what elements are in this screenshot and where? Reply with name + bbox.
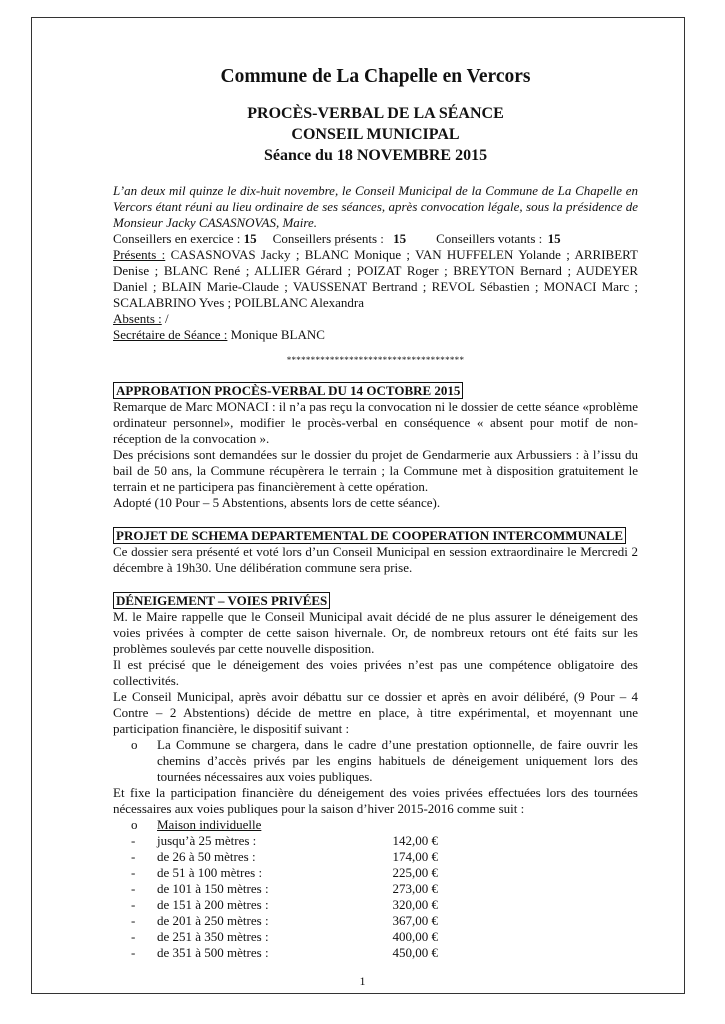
presents-count-label: Conseillers présents : (272, 231, 388, 246)
pv-heading: PROCÈS-VERBAL DE LA SÉANCE (247, 105, 504, 122)
section-paragraph: Ce dossier sera présenté et voté lors d’un Conseil Municipal en session extraordinaire le Mercredi 2 décembre à 19h30. Une délibération commune sera prise. (113, 544, 638, 575)
tarif-amount: 174,00 € (392, 849, 438, 864)
section-paragraph: Il est précisé que le déneigement des voies privées n’est pas une compétence obligatoire des collectivités. (113, 657, 638, 688)
tarif-dash: - (131, 929, 136, 944)
tarif-amount: 400,00 € (392, 929, 438, 944)
votants-label: Conseillers votants : (436, 231, 546, 246)
session-date-heading: Séance du 18 NOVEMBRE 2015 (263, 147, 488, 164)
tarif-dash: - (131, 833, 136, 848)
absents-line (113, 311, 638, 327)
tarif-label: de 51 à 100 mètres : (157, 865, 263, 880)
absents-value: / (161, 311, 169, 326)
tarif-amount: 225,00 € (392, 865, 438, 880)
section-paragraph: Le Conseil Municipal, après avoir débattu sur ce dossier et après en avoir délibéré, (9 Pour – 4 Contre – 2 Abstentions) décide de mettre en place, à titre expérimental, et moyennant une participation financière, le dispositif suivant : (113, 689, 638, 736)
intro-paragraph: L’an deux mil quinze le dix-huit novembre, le Conseil Municipal de la Commune de La Chapelle en Vercors étant réuni au lieu ordinaire de ses séances, après convocation légale, sous la présidence de Monsieur Jacky CASASNOVAS, Maire. (113, 183, 638, 230)
section-heading-approbation: APPROBATION PROCÈS-VERBAL DU 14 OCTOBRE 2015 (113, 382, 463, 399)
tarif-label: de 26 à 50 mètres : (157, 849, 256, 864)
tarif-dash: - (131, 849, 136, 864)
bullet-text: La Commune se chargera, dans le cadre d’une prestation optionnelle, de faire ouvrir les chemins d’accès privés par les engins habituels de déneigement uniquement lors des tournées nécessaires aux voies publiques. (157, 737, 638, 784)
separator: ************************************* (286, 355, 465, 365)
section-paragraph: M. le Maire rappelle que le Conseil Municipal avait décidé de ne plus assurer le déneigement des voies privées à compter de cette saison hivernale. Or, de nombreux retours ont été faits sur les problèmes soulevés par cette nouvelle disposition. (113, 609, 638, 656)
tarif-row (131, 945, 638, 961)
tarif-list (113, 833, 638, 961)
tarif-label: jusqu’à 25 mètres : (157, 833, 257, 848)
tarif-dash: - (131, 945, 136, 960)
tarif-row (131, 833, 638, 849)
exercice-label: Conseillers en exercice : (113, 231, 244, 246)
council-counts (113, 231, 638, 247)
category-label: Maison individuelle (157, 817, 262, 832)
tarif-row (131, 929, 638, 945)
tarif-amount: 320,00 € (392, 897, 438, 912)
document-body (113, 65, 638, 961)
tarif-amount: 450,00 € (392, 945, 438, 960)
tarif-row (131, 897, 638, 913)
votants-value: 15 (547, 231, 561, 246)
section-heading-schema: PROJET DE SCHEMA DEPARTEMENTAL DE COOPERATION INTERCOMMUNALE (113, 527, 626, 544)
tarif-amount: 273,00 € (392, 881, 438, 896)
secretaire-name: Monique BLANC (227, 327, 325, 342)
absents-label: Absents : (113, 311, 162, 326)
tarif-row (131, 881, 638, 897)
presents-label: Présents : (113, 247, 166, 262)
tarif-label: de 251 à 350 mètres : (157, 929, 269, 944)
presents-count-value: 15 (393, 231, 407, 246)
category-item (131, 817, 638, 833)
tarif-dash: - (131, 913, 136, 928)
tarif-label: de 101 à 150 mètres : (157, 881, 269, 896)
tarif-label: de 351 à 500 mètres : (157, 945, 269, 960)
tarif-amount: 367,00 € (392, 913, 438, 928)
exercice-value: 15 (243, 231, 257, 246)
secretaire-label: Secrétaire de Séance : (113, 327, 228, 342)
section-paragraph: Remarque de Marc MONACI : il n’a pas reçu la convocation ni le dossier de cette séance «problème ordinateur personnel», modifier le procès-verbal en conséquence « absent pour motif de non-réception de la convocation ». (113, 399, 638, 446)
section-paragraph: Et fixe la participation financière du déneigement des voies privées effectuées lors des tournées nécessaires aux voies publiques pour la saison d’hiver 2015-2016 comme suit : (113, 785, 638, 816)
council-heading: CONSEIL MUNICIPAL (291, 126, 460, 143)
section-paragraph: Adopté (10 Pour – 5 Abstentions, absents lors de cette séance). (113, 495, 441, 510)
bullet-item (131, 737, 638, 785)
tarif-row (131, 913, 638, 929)
page-number: 1 (359, 974, 366, 988)
tarif-amount: 142,00 € (392, 833, 438, 848)
tarif-row (131, 865, 638, 881)
tarif-dash: - (131, 897, 136, 912)
section-paragraph: Des précisions sont demandées sur le dossier du projet de Gendarmerie aux Arbussiers : à l’issu du bail de 50 ans, la Commune récupèrera le terrain ; la Commune met à disposition gratuitement le terrain et ne participera pas financièrement à cette opération. (113, 447, 638, 494)
presents-names: CASASNOVAS Jacky ; BLANC Monique ; VAN HUFFELEN Yolande ; ARRIBERT Denise ; BLANC René ; ALLIER Gérard ; POIZAT Roger ; BREYTON Bernard ; AUDEYER Daniel ; BLAIN Marie-Claude ; VAUSSENAT Bertrand ; REVOL Sébastien ; MONACI Marc ; SCALABRINO Yves ; POILBLANC Alexandra (113, 247, 638, 310)
tarif-dash: - (131, 881, 136, 896)
tarif-dash: - (131, 865, 136, 880)
tarif-label: de 151 à 200 mètres : (157, 897, 269, 912)
secretaire-line (113, 327, 638, 343)
tarif-row (131, 849, 638, 865)
section-heading-deneigement: DÉNEIGEMENT – VOIES PRIVÉES (113, 592, 330, 609)
document-title: Commune de La Chapelle en Vercors (220, 66, 531, 87)
tarif-label: de 201 à 250 mètres : (157, 913, 269, 928)
presents-list (113, 247, 638, 311)
bullet-mark: o (131, 737, 138, 752)
bullet-mark: o (131, 817, 138, 832)
